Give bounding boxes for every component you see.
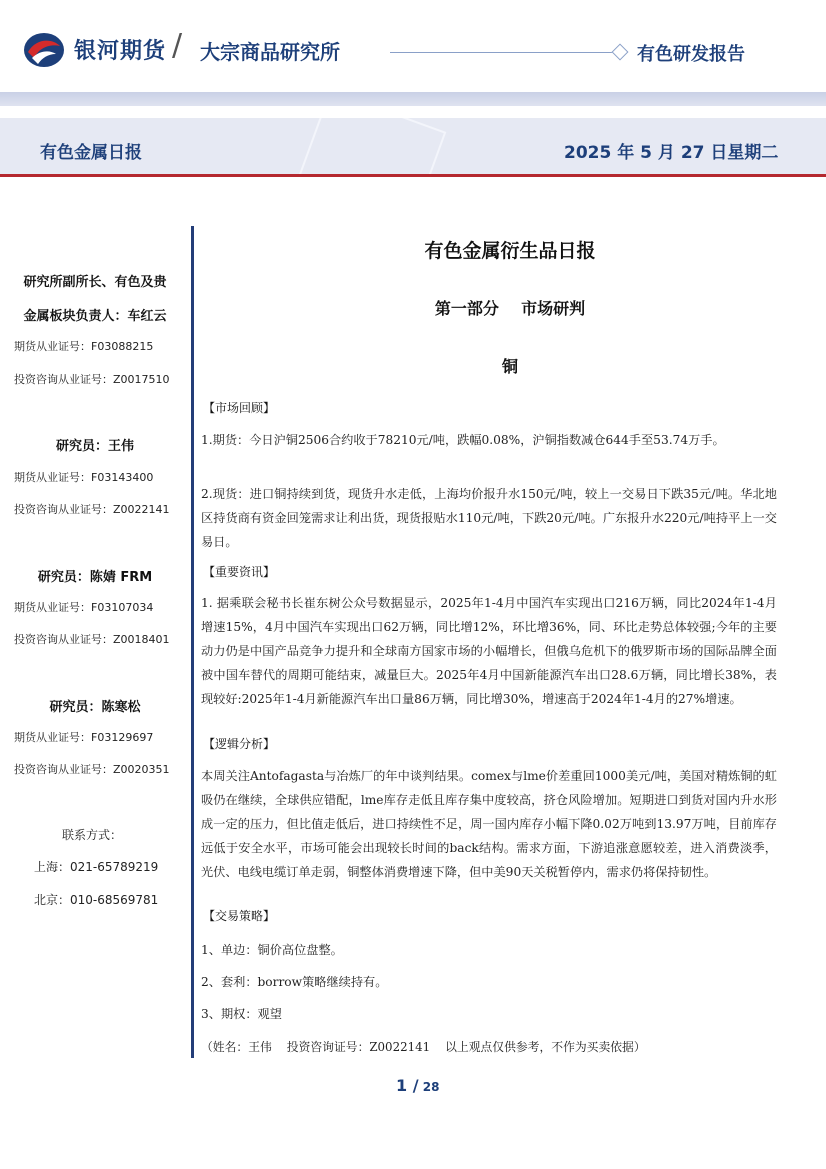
sidebar-head-3: 研究员：陈婧 FRM bbox=[37, 570, 153, 585]
header-rule bbox=[390, 52, 612, 53]
trading-strategy-tag: 【交易策略】 bbox=[203, 909, 276, 923]
strategy-options: 3、期权：观望 bbox=[201, 1007, 282, 1021]
sidebar-futures-id-3: 期货从业证号：F03107034 bbox=[14, 601, 154, 614]
contact-beijing: 北京：010-68569781 bbox=[34, 893, 159, 907]
market-review-tag: 【市场回顾】 bbox=[203, 401, 276, 415]
news-paragraph: 1. 据乘联会秘书长崔东树公众号数据显示，2025年1-4月中国汽车实现出口216万辆，同比2024年1-4月增速15%，4月中国汽车实现出口62万辆，同比增12%，环比增36%，同、环比走势总体较强;今年的主要动力仍是中国产品竞争力提升和全球南方国家市场的小幅增长，但俄乌危机下的俄罗斯市场的国际品牌全面被中国车替代的周期可能结束，减量巨大。2025年4月中国新能源汽车出口28.6万辆，同比增长38%，表现较好:2025年1-4月新能源汽车出口量86万辆，同比增30%，增速高于2024年1-4月的27%增速。 bbox=[201, 596, 777, 706]
header-band bbox=[0, 92, 826, 106]
report-type: 有色研发报告 bbox=[637, 44, 745, 65]
sidebar-advisory-id-4: 投资咨询从业证号：Z0020351 bbox=[14, 763, 170, 776]
page-number bbox=[396, 1076, 439, 1095]
brand-name: 银河期货 bbox=[74, 38, 167, 64]
contact-shanghai: 上海：021-65789219 bbox=[34, 860, 159, 874]
sidebar-divider bbox=[191, 226, 194, 1058]
logic-paragraph: 本周关注Antofagasta与冶炼厂的年中谈判结果。comex与lme价差重回1000美元/吨，美国对精炼铜的虹吸仍在继续，全球供应错配，lme库存走低且库存集中度较高，挤仓风险增加。短期进口到货对国内升水形成一定的压力，但比值走低后，进口持续性不足，周一国内库存小幅下降0.02万吨到13.97万吨，目前库存远低于安全水平，市场可能会出现较长时间的back结构。需求方面，下游追涨意愿较差，进入消费淡季，光伏、电线电缆订单走弱，铜整体消费增速下降，但中美90天关税暂停内，需求仍将保持韧性。 bbox=[201, 769, 777, 879]
review-futures-paragraph: 1.期货：今日沪铜2506合约收于78210元/吨，跌幅0.08%，沪铜指数减仓644手至53.74万手。 bbox=[201, 433, 725, 447]
daily-report-title: 有色金属日报 bbox=[40, 143, 142, 163]
logic-analysis-tag: 【逻辑分析】 bbox=[203, 737, 276, 751]
sidebar-head-1a: 研究所副所长、有色及贵 bbox=[23, 275, 167, 290]
review-spot-paragraph: 2.现货：进口铜持续到货，现货升水走低，上海均价报升水150元/吨，较上一交易日下跌35元/吨。华北地区持货商有资金回笼需求让利出货，现货报贴水110元/吨，下跌20元/吨。广东报升水220元/吨持平上一交易日。 bbox=[201, 487, 777, 549]
sidebar-advisory-id-2: 投资咨询从业证号：Z0022141 bbox=[14, 503, 170, 516]
report-date: 2025 年 5 月 27 日星期二 bbox=[564, 143, 779, 163]
page-total: 28 bbox=[418, 1080, 440, 1094]
page-current: 1 / bbox=[396, 1076, 419, 1095]
analyst-signature: （姓名：王伟 投资咨询证号：Z0022141 以上观点仅供参考，不作为买卖依据） bbox=[201, 1040, 646, 1054]
metal-heading: 铜 bbox=[501, 357, 518, 376]
sidebar-futures-id-1: 期货从业证号：F03088215 bbox=[14, 340, 154, 353]
galaxy-logo bbox=[22, 30, 66, 70]
report-title: 有色金属衍生品日报 bbox=[424, 240, 596, 262]
sidebar-head-1b: 金属板块负责人：车红云 bbox=[23, 309, 167, 324]
strategy-arbitrage: 2、套利：borrow策略继续持有。 bbox=[201, 975, 388, 989]
sidebar-head-2: 研究员：王伟 bbox=[55, 439, 134, 454]
key-news-tag: 【重要资讯】 bbox=[203, 565, 276, 579]
sidebar-advisory-id-3: 投资咨询从业证号：Z0018401 bbox=[14, 633, 170, 646]
diamond-icon bbox=[612, 44, 629, 61]
sidebar-futures-id-4: 期货从业证号：F03129697 bbox=[14, 731, 154, 744]
sidebar-head-4: 研究员：陈寒松 bbox=[49, 700, 141, 715]
section-heading: 第一部分 市场研判 bbox=[434, 299, 586, 318]
title-band-red-rule bbox=[0, 174, 826, 177]
institute-name: 大宗商品研究所 bbox=[200, 40, 340, 64]
sidebar-advisory-id-1: 投资咨询从业证号：Z0017510 bbox=[14, 373, 170, 386]
strategy-unilateral: 1、单边：铜价高位盘整。 bbox=[201, 943, 343, 957]
contact-label: 联系方式： bbox=[62, 828, 123, 842]
sidebar-futures-id-2: 期货从业证号：F03143400 bbox=[14, 471, 154, 484]
header-slash: / bbox=[172, 28, 183, 63]
